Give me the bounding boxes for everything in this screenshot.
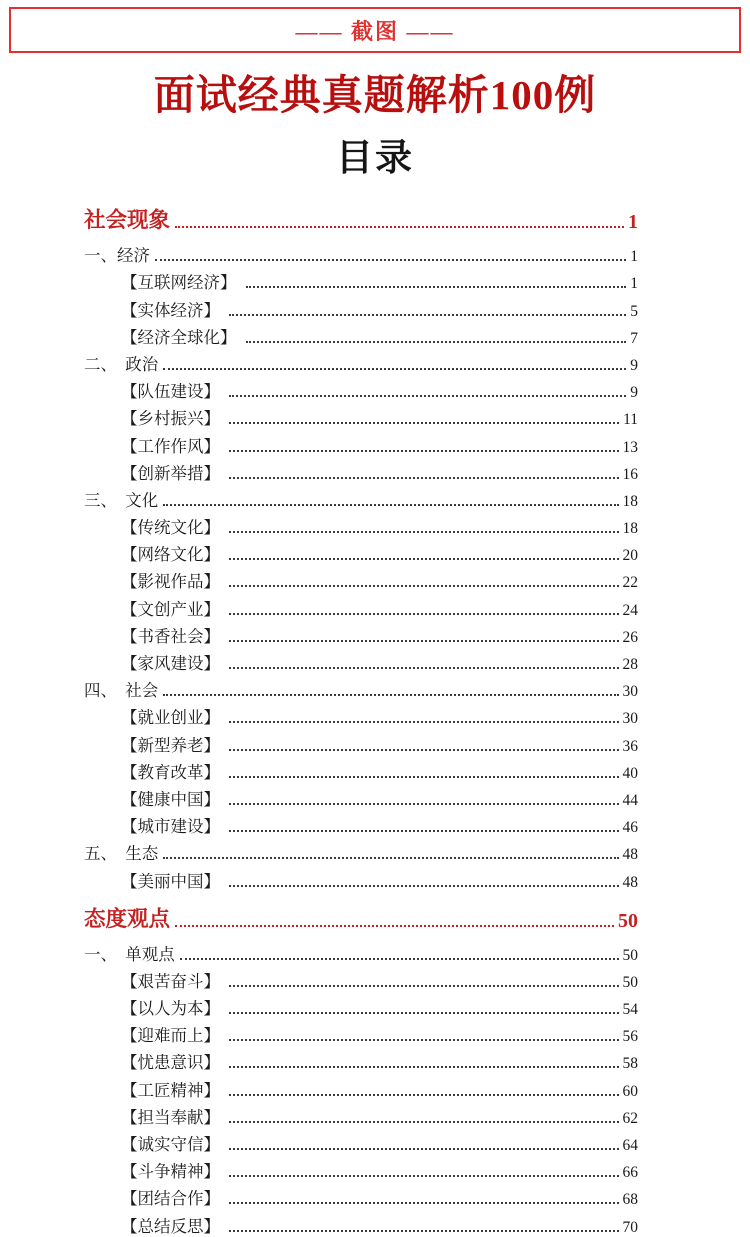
toc-entry-label: 【诚实守信】: [121, 1135, 220, 1154]
toc-entry[interactable]: [84, 402, 638, 429]
banner-box: [9, 7, 741, 53]
toc-entry-label: 【迎难而上】: [121, 1026, 220, 1046]
toc-entry[interactable]: [84, 429, 638, 456]
dot-leader: [229, 531, 619, 533]
dot-leader: [229, 314, 626, 316]
toc-entry-page: 40: [622, 764, 638, 782]
toc-entry-page: 13: [622, 438, 638, 456]
toc-heading: 目录: [336, 138, 414, 179]
toc-entry-page: 9: [630, 384, 638, 402]
toc-entry-page: 36: [622, 737, 638, 755]
toc-entry-label: 一、经济: [84, 246, 150, 266]
dot-leader: [229, 1094, 619, 1096]
toc-entry[interactable]: [84, 864, 638, 891]
document-title: 面试经典真题解析100例: [153, 72, 597, 118]
toc-entry[interactable]: [84, 899, 638, 933]
toc-entry-page: 68: [622, 1191, 638, 1209]
dot-leader: [229, 1121, 619, 1123]
toc-entry-label: 【以人为本】: [121, 999, 220, 1019]
toc-entry[interactable]: [84, 756, 638, 783]
toc-entry[interactable]: [84, 1128, 638, 1155]
toc-entry-page: 48: [622, 873, 638, 891]
toc-entry-page: 9: [630, 356, 638, 374]
toc-entry[interactable]: [84, 783, 638, 810]
toc-entry-label: 【就业创业】: [121, 708, 220, 728]
dot-leader: [246, 286, 627, 288]
toc-entry[interactable]: [84, 701, 638, 728]
toc-entry-label: 【网络文化】: [121, 545, 220, 565]
toc-entry-page: 58: [622, 1055, 638, 1073]
banner-text: —— 截图 ——: [295, 18, 455, 44]
toc-entry-label: 【经济全球化】: [121, 327, 237, 347]
toc-entry[interactable]: [84, 348, 638, 375]
toc-entry-label: 【美丽中国】: [121, 871, 220, 891]
dot-leader: [229, 585, 619, 587]
toc-entry-label: 【城市建设】: [121, 817, 220, 837]
toc-entry-page: 50: [618, 909, 638, 932]
toc-entry-label: 【担当奉献】: [121, 1107, 220, 1127]
toc-entry[interactable]: [84, 266, 638, 293]
toc-entry[interactable]: [84, 965, 638, 992]
dot-leader: [229, 749, 619, 751]
toc-entry-label: 二、 政治: [84, 354, 159, 374]
toc-entry[interactable]: [84, 620, 638, 647]
dot-leader: [229, 1175, 619, 1177]
dot-leader: [229, 450, 619, 452]
toc-entry[interactable]: [84, 1209, 638, 1236]
dot-leader: [163, 694, 618, 696]
dot-leader: [246, 341, 627, 343]
toc-entry-label: 【工匠精神】: [121, 1080, 220, 1100]
toc-entry[interactable]: [84, 200, 638, 234]
dot-leader: [229, 1039, 619, 1041]
dot-leader: [229, 776, 619, 778]
toc-entry-page: 16: [622, 465, 638, 483]
dot-leader: [229, 1202, 619, 1204]
toc-entry-label: 【健康中国】: [121, 789, 220, 809]
toc-entry-page: 46: [622, 819, 638, 837]
toc-entry-label: 【教育改革】: [121, 762, 220, 782]
dot-leader: [229, 1148, 619, 1150]
dot-leader: [229, 1230, 619, 1232]
toc-entry[interactable]: [84, 375, 638, 402]
toc-entry-label: 【书香社会】: [121, 626, 220, 646]
dot-leader: [229, 1012, 619, 1014]
toc-entry-page: 20: [622, 547, 638, 565]
toc-entry-label: 三、 文化: [84, 490, 159, 510]
dot-leader: [163, 368, 626, 370]
toc-entry-page: 50: [622, 946, 638, 964]
toc-entry-label: 【创新举措】: [121, 463, 220, 483]
toc-entry-page: 22: [622, 574, 638, 592]
toc-entry-page: 5: [630, 302, 638, 320]
toc-entry-page: 60: [622, 1082, 638, 1100]
toc-entry-page: 50: [622, 973, 638, 991]
toc-entry[interactable]: [84, 674, 638, 701]
toc-entry[interactable]: [84, 810, 638, 837]
dot-leader: [229, 477, 619, 479]
toc-entry[interactable]: [84, 647, 638, 674]
toc-entry-page: 70: [622, 1218, 638, 1236]
dot-leader: [155, 259, 626, 261]
toc-entry-label: 【忧患意识】: [121, 1053, 220, 1073]
dot-leader: [175, 226, 624, 228]
toc-entry[interactable]: [84, 321, 638, 348]
dot-leader: [229, 640, 619, 642]
toc-entry-label: 【实体经济】: [121, 300, 220, 320]
toc-entry-label: 【互联网经济】: [121, 273, 237, 293]
toc-entry[interactable]: [84, 565, 638, 592]
toc-entry[interactable]: [84, 592, 638, 619]
dot-leader: [180, 958, 619, 960]
toc-entry-label: 【团结合作】: [121, 1189, 220, 1209]
toc-list: [84, 193, 638, 1237]
dot-leader: [229, 395, 626, 397]
toc-entry-page: 1: [628, 211, 638, 233]
dot-leader: [229, 830, 619, 832]
toc-entry-label: 一、 单观点: [84, 944, 175, 964]
dot-leader: [163, 857, 618, 859]
toc-entry[interactable]: [84, 837, 638, 864]
toc-entry-label: 【总结反思】: [121, 1216, 220, 1236]
dot-leader: [229, 558, 619, 560]
toc-entry-page: 48: [622, 846, 638, 864]
toc-entry-page: 64: [622, 1137, 638, 1154]
toc-entry[interactable]: [84, 1019, 638, 1046]
toc-entry-label: 【乡村振兴】: [121, 409, 220, 429]
dot-leader: [229, 613, 619, 615]
toc-entry-page: 24: [622, 601, 638, 619]
toc-entry[interactable]: [84, 1073, 638, 1100]
toc-entry-label: 【影视作品】: [121, 572, 220, 592]
dot-leader: [229, 803, 619, 805]
toc-entry-page: 30: [622, 710, 638, 728]
toc-entry[interactable]: [84, 1046, 638, 1073]
toc-entry-label: 【艰苦奋斗】: [121, 971, 220, 991]
toc-entry-label: 【斗争精神】: [121, 1162, 220, 1182]
toc-entry-label: 【队伍建设】: [121, 382, 220, 402]
toc-entry[interactable]: [84, 728, 638, 755]
dot-leader: [163, 504, 618, 506]
toc-entry-page: 30: [622, 683, 638, 701]
toc-entry-label: 态度观点: [84, 906, 171, 931]
toc-entry-page: 62: [622, 1109, 638, 1127]
toc-entry-label: 【新型养老】: [121, 735, 220, 755]
dot-leader: [229, 985, 619, 987]
toc-entry[interactable]: [84, 511, 638, 538]
toc-entry-label: 四、 社会: [84, 681, 159, 701]
toc-entry[interactable]: [84, 1182, 638, 1209]
toc-entry-page: 44: [622, 791, 638, 809]
toc-entry-page: 1: [630, 248, 638, 266]
dot-leader: [229, 422, 619, 424]
toc-entry-page: 1: [630, 275, 638, 293]
dot-leader: [229, 1066, 619, 1068]
toc-entry-label: 【传统文化】: [121, 518, 220, 538]
dot-leader: [229, 885, 619, 887]
toc-entry-page: 26: [622, 628, 638, 646]
toc-entry[interactable]: [84, 1155, 638, 1182]
toc-entry-page: 54: [622, 1001, 638, 1019]
toc-entry-page: 56: [622, 1028, 638, 1046]
toc-entry[interactable]: [84, 293, 638, 320]
toc-entry-label: 【家风建设】: [121, 654, 220, 673]
toc-entry-page: 66: [622, 1164, 638, 1182]
toc-entry-label: 五、 生态: [84, 844, 159, 864]
toc-entry-page: 11: [623, 411, 638, 429]
toc-entry-label: 【文创产业】: [121, 599, 220, 619]
toc-entry-page: 7: [630, 329, 638, 347]
toc-entry-page: 28: [622, 656, 638, 673]
toc-entry[interactable]: [84, 484, 638, 511]
toc-entry[interactable]: [84, 1101, 638, 1128]
toc-entry[interactable]: [84, 992, 638, 1019]
dot-leader: [175, 925, 614, 927]
toc-entry[interactable]: [84, 538, 638, 565]
toc-entry[interactable]: [84, 938, 638, 965]
toc-entry-page: 18: [622, 492, 638, 510]
toc-entry-label: 【工作作风】: [121, 436, 220, 456]
toc-entry-label: 社会现象: [84, 208, 171, 232]
dot-leader: [229, 721, 619, 723]
toc-entry[interactable]: [84, 239, 638, 266]
toc-entry-page: 18: [622, 520, 638, 538]
dot-leader: [229, 667, 619, 669]
toc-entry[interactable]: [84, 457, 638, 484]
